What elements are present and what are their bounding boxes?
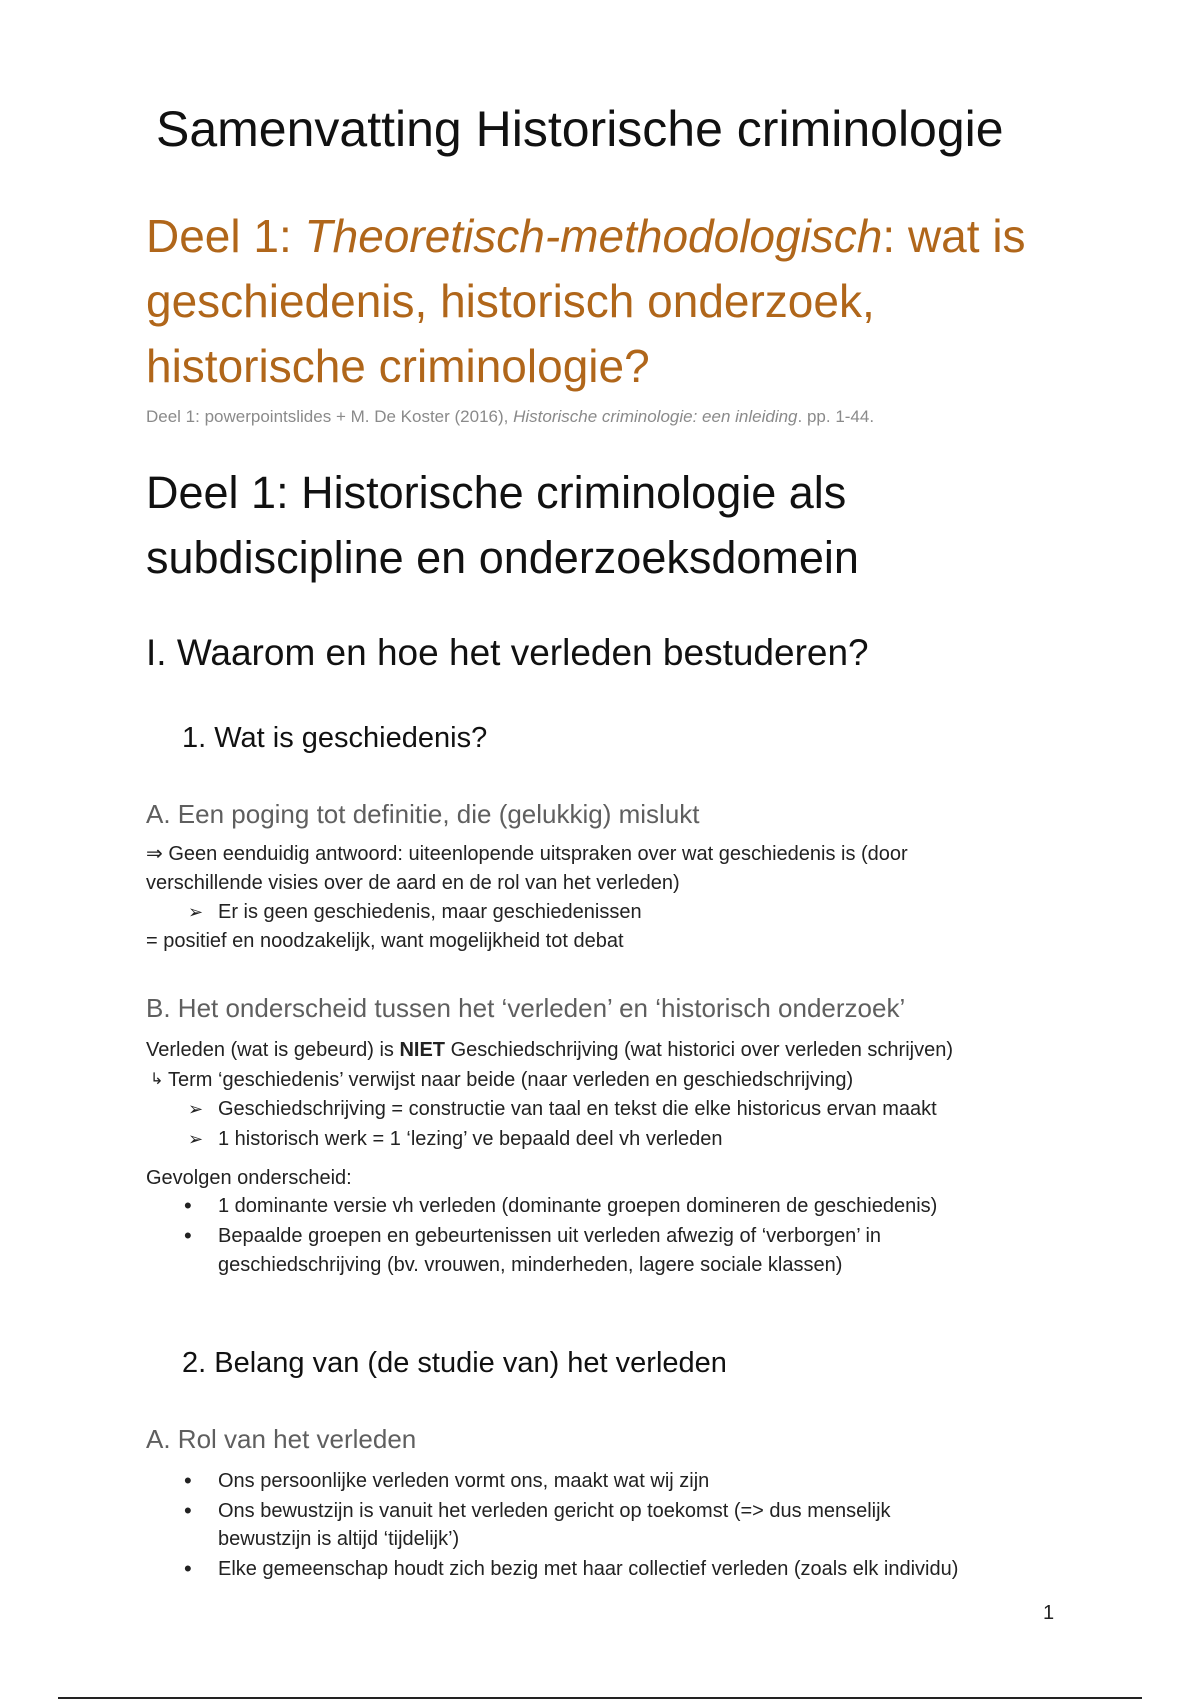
bullet-list-item: Ons persoonlijke verleden vormt ons, maakt wat wij zijn: [218, 1470, 710, 1492]
bullet-icon: •: [184, 1468, 192, 1493]
subsection-heading-2: 2. Belang van (de studie van) het verleden: [182, 1347, 727, 1379]
paragraph-line: ⇒ Geen eenduidig antwoord: uiteenlopende uitspraken over wat geschiedenis is (door: [146, 843, 908, 865]
bullet-icon: •: [184, 1498, 192, 1523]
source-prefix: Deel 1: powerpointslides + M. De Koster (2016),: [146, 407, 514, 426]
paragraph-line: = positief en noodzakelijk, want mogelijkheid tot debat: [146, 930, 624, 952]
part-heading-prefix: Deel 1:: [146, 210, 305, 262]
paragraph-line: Gevolgen onderscheid:: [146, 1167, 352, 1189]
paragraph-line: Term ‘geschiedenis’ verwijst naar beide (naar verleden en geschiedschrijving): [168, 1069, 854, 1091]
source-book-title: Historische criminologie: een inleiding: [513, 407, 798, 426]
bullet-list-item: Elke gemeenschap houdt zich bezig met haar collectief verleden (zoals elk individu): [218, 1558, 959, 1580]
arrow-list-item: Er is geen geschiedenis, maar geschiedenissen: [218, 901, 642, 923]
part-heading-italic: Theoretisch-methodologisch: [304, 210, 883, 262]
page-number: 1: [1043, 1602, 1055, 1624]
bullet-icon: •: [184, 1193, 192, 1218]
text-run: Geschiedschrijving (wat historici over verleden schrijven): [445, 1039, 953, 1061]
section-heading: Deel 1: Historische criminologie als subdiscipline en onderzoeksdomein: [146, 467, 859, 583]
bold-text: NIET: [399, 1039, 446, 1061]
arrow-bullet-icon: ➢: [188, 1129, 204, 1149]
bullet-icon: •: [184, 1223, 192, 1248]
arrow-list-item: Geschiedschrijving = constructie van taal en tekst die elke historicus ervan maakt: [218, 1098, 937, 1120]
arrow-list-item: 1 historisch werk = 1 ‘lezing’ ve bepaald deel vh verleden: [218, 1128, 723, 1150]
bullet-list-item: 1 dominante versie vh verleden (dominante groepen domineren de geschiedenis): [218, 1195, 938, 1217]
bullet-list-item: Bepaalde groepen en gebeurtenissen uit verleden afwezig of ‘verborgen’ in: [218, 1225, 882, 1247]
subheading-2a: A. Rol van het verleden: [146, 1424, 417, 1454]
paragraph-line: verschillende visies over de aard en de rol van het verleden): [146, 872, 680, 894]
arrow-bullet-icon: ➢: [188, 902, 204, 922]
arrow-bullet-icon: ➢: [188, 1099, 204, 1119]
source-suffix: . pp. 1-44.: [797, 407, 875, 426]
subheading-1b: B. Het onderscheid tussen het ‘verleden’ en ‘historisch onderzoek’: [146, 993, 906, 1023]
paragraph-line: [146, 1036, 953, 1064]
part-heading: [146, 204, 1046, 399]
bullet-list-item-continuation: bewustzijn is altijd ‘tijdelijk’): [218, 1528, 460, 1550]
subsection-heading-1: 1. Wat is geschiedenis?: [182, 722, 488, 754]
source-reference: [146, 407, 874, 427]
part-heading-rest: : wat is geschiedenis, historisch onderzoek, historische criminologie?: [146, 210, 1026, 392]
document-title: Samenvatting Historische criminologie: [156, 101, 1004, 157]
bullet-list-item-continuation: geschiedschrijving (bv. vrouwen, minderheden, lagere sociale klassen): [218, 1254, 843, 1276]
text-run: Verleden (wat is gebeurd) is: [146, 1039, 400, 1061]
chapter-heading: I. Waarom en hoe het verleden bestuderen?: [146, 632, 869, 673]
bullet-icon: •: [184, 1556, 192, 1581]
subheading-1a: A. Een poging tot definitie, die (gelukkig) mislukt: [146, 799, 700, 829]
bullet-list-item: Ons bewustzijn is vanuit het verleden gericht op toekomst (=> dus menselijk: [218, 1500, 891, 1522]
page-bottom-rule: [58, 1697, 1142, 1699]
return-arrow-icon: ↳: [150, 1071, 164, 1088]
